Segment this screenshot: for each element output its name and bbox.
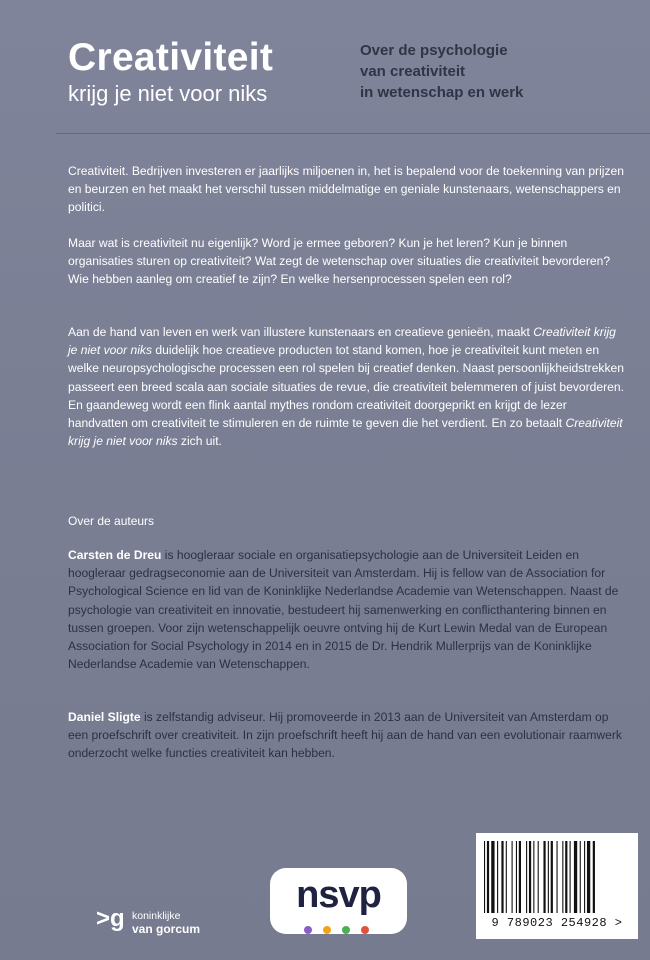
publisher-name-line: van gorcum <box>132 922 201 936</box>
barcode-bar <box>512 841 513 913</box>
author-bio-text: is zelfstandig adviseur. Hij promoveerde in 2013 aan de Universiteit van Amsterdam op een proefschrift over creativiteit. In zijn proefschrift heeft hij aan de hand van een evolutionair raamwerk onderzocht welke functies creativiteit kan hebben. <box>68 710 622 761</box>
book-title-reference: Creativiteit krijg je niet voor niks <box>68 325 616 358</box>
isbn-barcode <box>476 833 638 939</box>
barcode-bar <box>557 841 558 913</box>
nsvp-logo-text: nsvp <box>296 874 381 916</box>
nsvp-dot <box>323 926 331 934</box>
barcode-bars-icon <box>482 841 632 913</box>
tagline-line: van creativiteit <box>360 63 466 80</box>
barcode-bar <box>580 841 581 913</box>
book-subtitle: krijg je niet voor niks <box>68 81 268 106</box>
barcode-bar <box>516 841 517 913</box>
barcode-bar <box>543 841 545 913</box>
blurb-text: zich uit. <box>177 434 222 449</box>
tagline-line: in wetenschap en werk <box>360 84 524 101</box>
blurb-text: Aan de hand van leven en werk van illustere kunstenaars en creatieve genieën, maakt <box>68 325 534 339</box>
barcode-bar <box>519 841 521 913</box>
author-name: Daniel Sligte <box>68 710 141 724</box>
blurb-paragraph: Creativiteit. Bedrijven investeren er jaarlijks miljoenen in, het is bepalend voor de toekenning van prijzen en beurzen en het maakt het verschil tussen middelmatige en geniale kunstenaars, wetenschappers en politici. <box>68 164 624 215</box>
author-bio <box>68 546 628 673</box>
tagline-line: Over de psychologie <box>360 42 508 59</box>
authors-heading: Over de auteurs <box>68 514 155 528</box>
barcode-bar <box>562 841 563 913</box>
barcode-bar <box>587 841 590 913</box>
blurb-text: duidelijk hoe creatieve producten tot stand komen, hoe je creativiteit kunt meten en welke neuropsychologische processen een rol spelen bij creatief denken. Naast persoonlijkheidstrekken passeert een breed scala aan sociale situaties de revue, die creativiteit belemmeren of juist bevorderen. En gaandeweg wordt een flink aantal mythes rondom creativiteit doorgeprikt en krijgt de lezer handvatten om creativiteit te stimuleren en de ruimte te geven die het verdient. En zo betaalt <box>68 343 624 431</box>
barcode-bar <box>526 841 527 913</box>
barcode-bar <box>565 841 567 913</box>
nsvp-dots <box>304 921 380 939</box>
barcode-bar <box>501 841 503 913</box>
publisher-name-line: koninklijke <box>132 910 181 922</box>
book-tagline <box>360 40 523 103</box>
author-bio-text: is hoogleraar sociale en organisatiepsychologie aan de Universiteit Leiden en hoogleraar gedragseconomie aan de Universiteit van Amsterdam. Hij is fellow van de Association for Psychological Science en lid van de Koninklijke Nederlandse Academie van Wetenschappen. Naast de psychologie van creativiteit en innovatie, bestudeert hij samenwerking en conflicthantering binnen en tussen groepen. Voor zijn wetenschappelijk oeuvre ontving hij de Kurt Lewin Medal van de European Association for Social Psychology in 2014 en in 2015 de Dr. Hendrik Mullerprijs van de Koninklijke Nederlandse Academie van Wetenschappen. <box>68 548 619 672</box>
isbn-number: 9 789023 254928 > <box>491 916 623 930</box>
nsvp-dot <box>304 926 312 934</box>
author-bio <box>68 708 628 763</box>
barcode-bar <box>548 841 549 913</box>
author-name: Carsten de Dreu <box>68 548 162 562</box>
barcode-bar <box>491 841 494 913</box>
nsvp-dot <box>361 926 369 934</box>
book-title-reference: Creativiteit krijg je niet voor niks <box>68 416 623 449</box>
nsvp-dot <box>342 926 350 934</box>
barcode-bar <box>584 841 585 913</box>
barcode-bar <box>538 841 539 913</box>
divider <box>56 133 650 134</box>
barcode-bar <box>570 841 571 913</box>
barcode-bar <box>506 841 507 913</box>
barcode-bar <box>574 841 577 913</box>
barcode-bar <box>497 841 498 913</box>
barcode-bar <box>533 841 534 913</box>
barcode-bar <box>529 841 531 913</box>
blurb-paragraph: Maar wat is creativiteit nu eigenlijk? Word je ermee geboren? Kun je het leren? Kun je binnen organisaties sturen op creativiteit? Wat zegt de wetenschap over situaties die creativiteit bevorderen? Wie hebben aanleg om creatief te zijn? En welke hersenprocessen spelen een rol? <box>68 236 611 287</box>
nsvp-logo <box>270 868 407 934</box>
barcode-bar <box>484 841 485 913</box>
book-title: Creativiteit <box>68 36 274 79</box>
blurb-paragraph <box>68 323 628 450</box>
barcode-bar <box>593 841 595 913</box>
barcode-bar <box>551 841 553 913</box>
barcode-bar <box>487 841 489 913</box>
publisher-logo-icon: >g <box>96 905 125 932</box>
